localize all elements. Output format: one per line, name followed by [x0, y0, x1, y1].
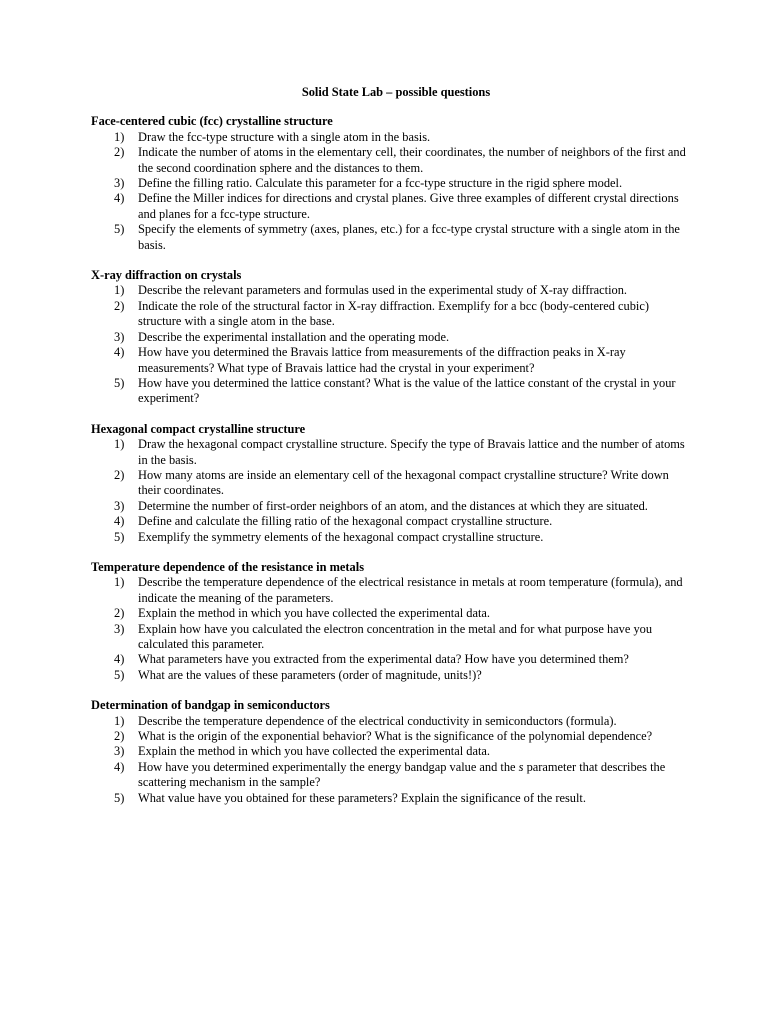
question-item: [91, 668, 691, 683]
question-list: [91, 283, 691, 406]
document-page: [91, 85, 691, 821]
question-text: Explain the method in which you have collected the experimental data.: [138, 744, 490, 759]
question-item: [91, 130, 691, 145]
question-text: Exemplify the symmetry elements of the hexagonal compact crystalline structure.: [138, 529, 544, 544]
question-item: [91, 376, 691, 407]
question-number: 4): [114, 345, 125, 360]
question-item: [91, 330, 691, 345]
question-text: How have you determined the Bravais lattice from measurements of the diffraction peaks in X-ray measurements? What type of Bravais lattice had the crystal in your experiment?: [138, 345, 626, 375]
section-heading: Face-centered cubic (fcc) crystalline structure: [91, 114, 333, 129]
question-text: Describe the experimental installation and the operating mode.: [138, 329, 450, 344]
question-text: How have you determined the lattice constant? What is the value of the lattice constant of the crystal in your experiment?: [138, 375, 676, 406]
question-text: Explain how have you calculated the electron concentration in the metal and for what purpose have you calculated this parameter.: [138, 621, 653, 651]
question-item: [91, 760, 691, 791]
question-number: 4): [114, 652, 125, 667]
question-item: [91, 468, 691, 499]
question-list: [91, 575, 691, 683]
question-text: Describe the temperature dependence of the electrical resistance in metals at room temperature (formula), and indicate the meaning of the parameters.: [138, 575, 683, 605]
question-text: What are the values of these parameters (order of magnitude, units!)?: [138, 667, 482, 682]
question-number: 2): [114, 606, 125, 621]
question-item: [91, 283, 691, 298]
question-list: [91, 437, 691, 545]
question-item: [91, 437, 691, 468]
section: [91, 560, 691, 683]
question-item: [91, 499, 691, 514]
question-item: [91, 791, 691, 806]
question-number: 5): [114, 790, 125, 805]
question-text: Indicate the role of the structural factor in X-ray diffraction. Exemplify for a bcc (body-centered cubic) structure with a single atom in the base.: [138, 298, 649, 329]
question-text: What value have you obtained for these parameters? Explain the significance of the result.: [138, 790, 586, 805]
question-text: Define the Miller indices for directions and crystal planes. Give three examples of different crystal directions and planes for a fcc-type structure.: [138, 191, 679, 221]
question-number: 4): [114, 514, 125, 529]
question-number: 5): [114, 667, 125, 682]
question-text: Explain the method in which you have collected the experimental data.: [138, 606, 490, 621]
question-item: [91, 606, 691, 621]
section: [91, 268, 691, 407]
section-heading: Hexagonal compact crystalline structure: [91, 421, 306, 436]
question-number: 3): [114, 329, 125, 344]
question-item: [91, 744, 691, 759]
section: [91, 114, 691, 253]
question-text: [138, 760, 691, 791]
question-number: 3): [114, 744, 125, 759]
question-item: [91, 191, 691, 222]
question-item: [91, 652, 691, 667]
question-list: [91, 130, 691, 253]
question-item: [91, 729, 691, 744]
question-number: 1): [114, 283, 125, 298]
question-text: What is the origin of the exponential behavior? What is the significance of the polynomial dependence?: [138, 729, 653, 744]
question-text-part: How have you determined experimentally the energy bandgap value and the: [138, 759, 519, 774]
question-number: 4): [114, 191, 125, 206]
section-heading: Determination of bandgap in semiconductors: [91, 698, 330, 713]
question-text: Describe the temperature dependence of the electrical conductivity in semiconductors (formula).: [138, 713, 617, 728]
question-number: 2): [114, 729, 125, 744]
question-list: [91, 714, 691, 806]
question-number: 4): [114, 759, 125, 774]
question-text-part: parameter that describes the scattering mechanism in the sample?: [138, 759, 666, 790]
question-number: 1): [114, 575, 125, 590]
section-heading: X-ray diffraction on crystals: [91, 268, 242, 283]
question-item: [91, 222, 691, 253]
question-number: 5): [114, 222, 125, 237]
question-number: 1): [114, 437, 125, 452]
section-heading: Temperature dependence of the resistance in metals: [91, 559, 365, 574]
document-title: Solid State Lab – possible questions: [301, 85, 491, 99]
question-number: 5): [114, 375, 125, 390]
question-item: [91, 176, 691, 191]
question-text: Draw the fcc-type structure with a single atom in the basis.: [138, 129, 431, 144]
question-number: 3): [114, 176, 125, 191]
question-text: What parameters have you extracted from the experimental data? How have you determined them?: [138, 652, 629, 667]
question-number: 2): [114, 145, 125, 160]
question-number: 3): [114, 498, 125, 513]
question-item: [91, 714, 691, 729]
question-item: [91, 299, 691, 330]
question-number: 3): [114, 621, 125, 636]
question-number: 1): [114, 713, 125, 728]
question-number: 2): [114, 467, 125, 482]
question-item: [91, 514, 691, 529]
question-text: How many atoms are inside an elementary cell of the hexagonal compact crystalline structure? Write down their coordinates.: [138, 467, 669, 498]
sections-container: [91, 114, 691, 806]
section: [91, 422, 691, 545]
question-number: 2): [114, 298, 125, 313]
question-item: [91, 530, 691, 545]
question-item: [91, 622, 691, 653]
section: [91, 698, 691, 806]
question-number: 5): [114, 529, 125, 544]
question-text: Indicate the number of atoms in the elementary cell, their coordinates, the number of neighbors of the first and the second coordination sphere and the distances to them.: [138, 145, 686, 175]
question-text: Specify the elements of symmetry (axes, planes, etc.) for a fcc-type crystal structure with a single atom in the basis.: [138, 222, 680, 252]
question-text-italic: s: [518, 759, 524, 774]
question-text: Describe the relevant parameters and formulas used in the experimental study of X-ray diffraction.: [138, 283, 628, 298]
question-text: Determine the number of first-order neighbors of an atom, and the distances at which they are situated.: [138, 498, 648, 513]
question-number: 1): [114, 129, 125, 144]
question-text: Define and calculate the filling ratio of the hexagonal compact crystalline structure.: [138, 514, 553, 529]
question-text: Define the filling ratio. Calculate this parameter for a fcc-type structure in the rigid sphere model.: [138, 176, 623, 191]
question-text: Draw the hexagonal compact crystalline structure. Specify the type of Bravais lattice and the number of atoms in the basis.: [138, 437, 685, 467]
question-item: [91, 145, 691, 176]
question-item: [91, 345, 691, 376]
question-item: [91, 575, 691, 606]
